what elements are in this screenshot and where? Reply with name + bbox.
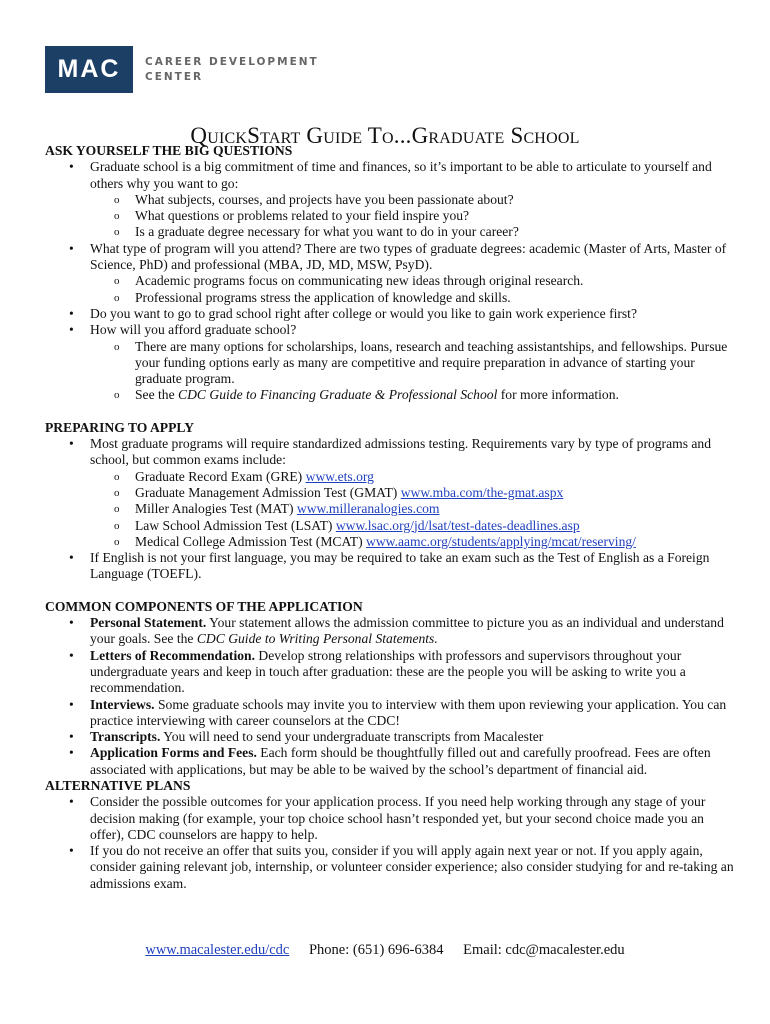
text: for more information. bbox=[497, 387, 619, 403]
org-name-line2: CENTER bbox=[145, 70, 204, 83]
list-item: • Consider the possible outcomes for your application process. If you need help working through any stage of your decision making (for example, your top choice school hasn’t responded yet, but your second choice made you an offer), CDC counselors are happy to help. bbox=[45, 794, 735, 843]
list-item: • What type of program will you attend? There are two types of graduate degrees: academic (Master of Arts, Master of Science, PhD) and professional (MBA, JD, MD, MSW, PsyD). bbox=[45, 241, 735, 274]
exam-item bbox=[45, 485, 735, 501]
item-label: Personal Statement. bbox=[90, 615, 207, 631]
list-item: • If you do not receive an offer that suits you, consider if you will apply again next year or not. If you apply again, consider gaining relevant job, internship, or volunteer consider experience; also consider studying for and re-taking an admissions exam. bbox=[45, 843, 735, 892]
exam-name: Miller Analogies Test (MAT) bbox=[135, 501, 297, 517]
exam-link[interactable]: www.ets.org bbox=[305, 468, 374, 484]
sub-list-item: o There are many options for scholarships, loans, research and teaching assistantships, and fellowships. Pursue your funding options early as many are competitive and require preparation in advance of starting your graduate program. bbox=[45, 339, 735, 388]
item-text: You will need to send your undergraduate transcripts from Macalester bbox=[160, 729, 544, 745]
list-item bbox=[45, 615, 735, 648]
exam-link[interactable]: www.mba.com/the-gmat.aspx bbox=[400, 484, 564, 500]
section-heading: PREPARING TO APPLY bbox=[45, 419, 195, 435]
list-item: • Do you want to go to grad school right after college or would you like to gain work experience first? bbox=[45, 306, 735, 322]
footer bbox=[0, 942, 770, 959]
exam-link[interactable]: www.aamc.org/students/applying/mcat/reserving/ bbox=[366, 533, 636, 549]
item-label: Letters of Recommendation. bbox=[90, 647, 255, 663]
exam-name: Medical College Admission Test (MCAT) bbox=[135, 533, 367, 549]
org-name bbox=[145, 55, 319, 85]
sub-list-item bbox=[45, 387, 735, 403]
sub-list-item: o What questions or problems related to your field inspire you? bbox=[45, 208, 735, 224]
mac-logo: MAC bbox=[45, 46, 133, 93]
list-item bbox=[45, 745, 735, 778]
list-item bbox=[45, 729, 735, 745]
sub-list-item: o Is a graduate degree necessary for what you want to do in your career? bbox=[45, 224, 735, 240]
exam-item bbox=[45, 518, 735, 534]
exam-link[interactable]: www.milleranalogies.com bbox=[296, 501, 440, 517]
sub-list-item: o Academic programs focus on communicating new ideas through original research. bbox=[45, 273, 735, 289]
page-title: QuickStart Guide To...Graduate School bbox=[190, 123, 580, 149]
website-link[interactable]: www.macalester.edu/cdc bbox=[145, 942, 290, 958]
section-big-questions bbox=[45, 143, 735, 404]
exam-link[interactable]: www.lsac.org/jd/lsat/test-dates-deadlines.asp bbox=[335, 517, 580, 533]
item-text: Some graduate schools may invite you to interview with them upon reviewing your application. You can practice interviewing with career counselors at the CDC! bbox=[90, 696, 727, 728]
item-label: Interviews. bbox=[90, 696, 155, 712]
section-alternative bbox=[45, 778, 735, 892]
list-item bbox=[45, 648, 735, 697]
exam-name: Law School Admission Test (LSAT) bbox=[135, 517, 336, 533]
sub-list-item: o Professional programs stress the application of knowledge and skills. bbox=[45, 290, 735, 306]
section-preparing bbox=[45, 420, 735, 583]
header bbox=[45, 46, 319, 93]
text: See the bbox=[135, 387, 179, 403]
email-address: Email: cdc@macalester.edu bbox=[463, 942, 625, 958]
item-label: Application Forms and Fees. bbox=[90, 745, 257, 761]
exam-name: Graduate Management Admission Test (GMAT) bbox=[135, 484, 401, 500]
section-heading: ASK YOURSELF THE BIG QUESTIONS bbox=[45, 143, 293, 158]
guide-reference: CDC Guide to Financing Graduate & Professional School bbox=[178, 387, 498, 403]
item-text: Each form should be thoughtfully filled out and carefully proofread. Fees are often associated with applications, but may be able to be waived by the school’s department of financial aid. bbox=[90, 745, 711, 777]
item-label: Transcripts. bbox=[90, 729, 161, 745]
document-body bbox=[45, 143, 735, 892]
org-name-line1: CAREER DEVELOPMENT bbox=[145, 55, 319, 68]
list-item: • How will you afford graduate school? bbox=[45, 322, 735, 338]
guide-reference: CDC Guide to Writing Personal Statements. bbox=[196, 631, 438, 647]
section-components bbox=[45, 599, 735, 778]
exam-name: Graduate Record Exam (GRE) bbox=[135, 468, 306, 484]
list-item: • If English is not your first language, you may be required to take an exam such as the Test of English as a Foreign Language (TOEFL). bbox=[45, 550, 735, 583]
list-item bbox=[45, 697, 735, 730]
list-item: • Most graduate programs will require standardized admissions testing. Requirements vary by type of programs and school, but common exams include: bbox=[45, 436, 735, 469]
exam-item bbox=[45, 469, 735, 485]
section-heading: ALTERNATIVE PLANS bbox=[45, 777, 191, 793]
list-item: • Graduate school is a big commitment of time and finances, so it’s important to be able to articulate to yourself and others why you want to go: bbox=[45, 159, 735, 192]
exam-item bbox=[45, 501, 735, 517]
sub-list-item: o What subjects, courses, and projects have you been passionate about? bbox=[45, 192, 735, 208]
phone-number: Phone: (651) 696-6384 bbox=[308, 942, 444, 958]
item-text: Develop strong relationships with professors and supervisors throughout your undergraduate years and keep in touch after graduation: these are the people you will be asking to write you a recommendation. bbox=[90, 647, 686, 696]
item-text: Your statement allows the admission committee to picture you as an individual and understand your goals. See the bbox=[90, 615, 724, 647]
exam-item bbox=[45, 534, 735, 550]
section-heading: COMMON COMPONENTS OF THE APPLICATION bbox=[45, 598, 363, 614]
